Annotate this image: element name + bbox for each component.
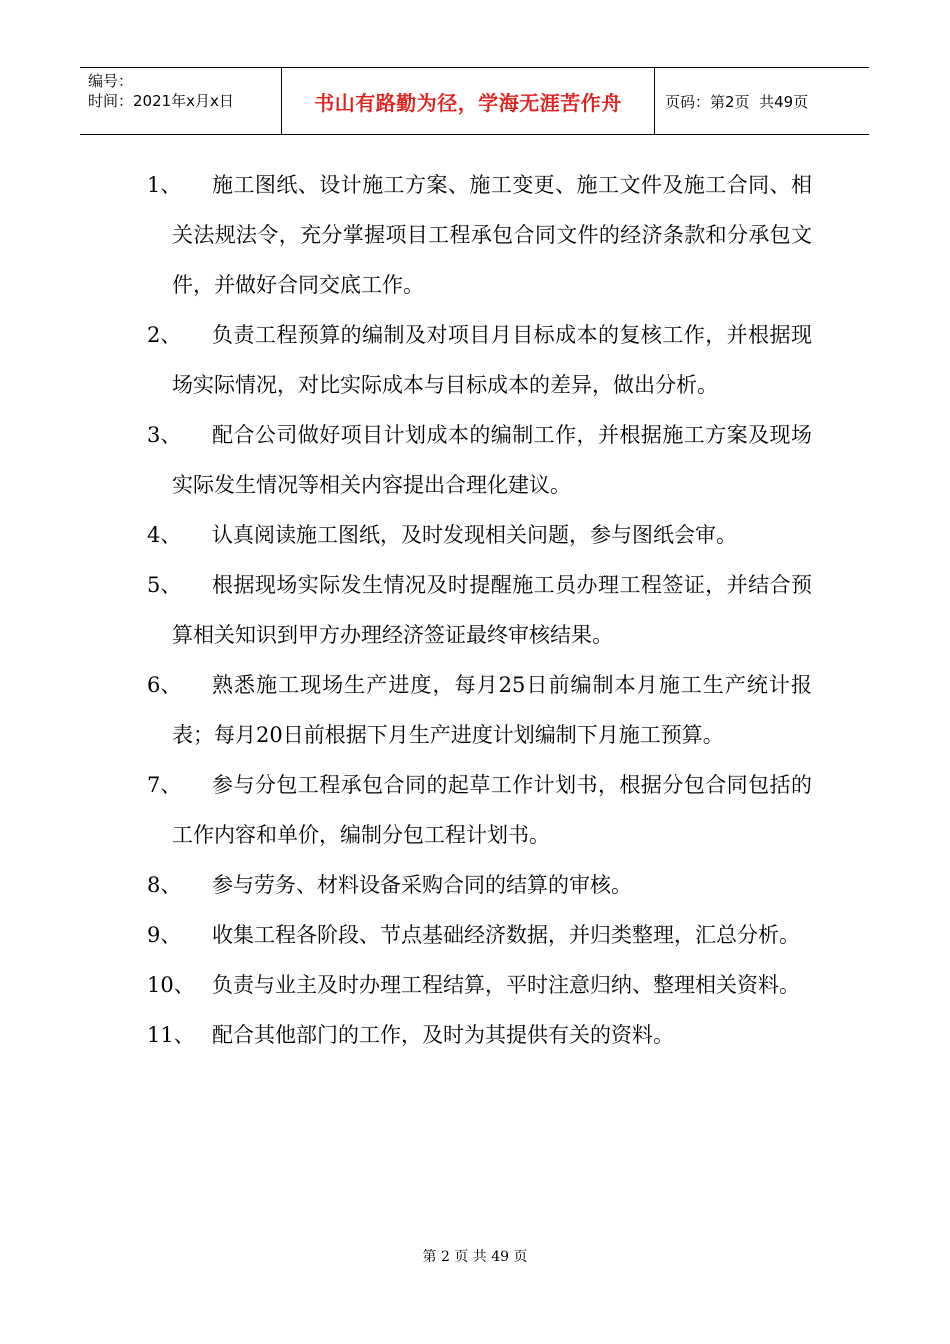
list-item-text: 参与分包工程承包合同的起草工作计划书，根据分包合同包括的工作内容和单价，编制分包工程计划书。 <box>172 773 812 847</box>
list-item <box>0 510 950 560</box>
page-footer: 第 2 页 共 49 页 <box>422 1249 528 1265</box>
list-item-text: 认真阅读施工图纸，及时发现相关问题，参与图纸会审。 <box>212 523 737 547</box>
document-time: 时间：2021年x月x日 <box>88 92 234 110</box>
list-item-text: 熟悉施工现场生产进度，每月25日前编制本月施工生产统计报表；每月20日前根据下月生产进度计划编制下月施工预算。 <box>172 673 812 747</box>
list-item-text: 负责工程预算的编制及对项目月目标成本的复核工作，并根据现场实际情况，对比实际成本与目标成本的差异，做出分析。 <box>172 323 812 397</box>
header-page-info: 页码：第2页 共49页 <box>665 92 809 111</box>
document-number-label: 编号： <box>88 72 134 90</box>
list-item-text: 收集工程各阶段、节点基础经济数据，并归类整理，汇总分析。 <box>212 923 800 947</box>
document-body <box>0 160 950 1060</box>
header-page-cell <box>655 68 869 134</box>
list-item-number: 4、 <box>147 523 182 547</box>
list-item-number: 1、 <box>147 173 182 197</box>
list-item-text: 参与劳务、材料设备采购合同的结算的审核。 <box>212 873 632 897</box>
list-item-text: 施工图纸、设计施工方案、施工变更、施工文件及施工合同、相关法规法令，充分掌握项目工程承包合同文件的经济条款和分承包文件，并做好合同交底工作。 <box>172 173 812 297</box>
list-item <box>0 160 950 310</box>
list-item-text: 负责与业主及时办理工程结算，平时注意归纳、整理相关资料。 <box>212 973 800 997</box>
header-motto: 书山有路勤为径，学海无涯苦作舟 <box>314 90 622 115</box>
list-item-text: 配合公司做好项目计划成本的编制工作，并根据施工方案及现场实际发生情况等相关内容提出合理化建议。 <box>172 423 812 497</box>
list-item <box>0 310 950 410</box>
list-item-number: 8、 <box>147 873 182 897</box>
list-item <box>0 660 950 760</box>
header-meta <box>80 68 282 134</box>
list-item <box>0 860 950 910</box>
list-item-text: 配合其他部门的工作，及时为其提供有关的资料。 <box>212 1023 674 1047</box>
list-item-number: 6、 <box>147 673 182 697</box>
list-item-number: 5、 <box>147 573 182 597</box>
list-item-number: 9、 <box>147 923 182 947</box>
list-item-number: 2、 <box>147 323 182 347</box>
list-item-number: 7、 <box>147 773 182 797</box>
list-item <box>0 410 950 510</box>
list-item <box>0 560 950 660</box>
list-item-number: 11、 <box>147 1023 195 1047</box>
list-item <box>0 910 950 960</box>
list-item <box>0 960 950 1010</box>
document-header <box>80 67 869 135</box>
list-item-text: 根据现场实际发生情况及时提醒施工员办理工程签证，并结合预算相关知识到甲方办理经济签证最终审核结果。 <box>172 573 812 647</box>
list-item <box>0 760 950 860</box>
list-item-number: 3、 <box>147 423 182 447</box>
list-item-number: 10、 <box>147 973 195 997</box>
header-motto-cell <box>282 68 655 134</box>
list-item <box>0 1010 950 1060</box>
